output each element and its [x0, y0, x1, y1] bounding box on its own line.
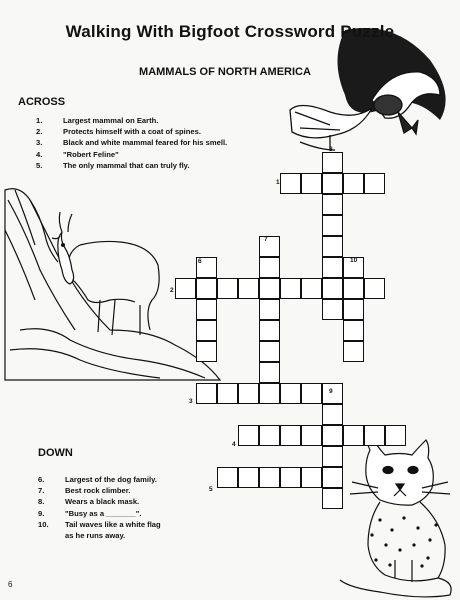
grid-cell[interactable]: [343, 173, 364, 194]
grid-cell[interactable]: [322, 194, 343, 215]
grid-cell[interactable]: [343, 341, 364, 362]
grid-number-1: 1: [276, 179, 280, 186]
grid-cell[interactable]: [322, 425, 343, 446]
down-clue: 7. Best rock climber.: [38, 486, 131, 496]
grid-number-6: 6: [198, 258, 202, 265]
grid-cell[interactable]: [217, 383, 238, 404]
grid-cell[interactable]: [196, 278, 217, 299]
grid-cell[interactable]: [280, 383, 301, 404]
grid-number-8: 8: [329, 146, 333, 153]
grid-cell[interactable]: [343, 320, 364, 341]
bobcat-icon: [340, 438, 451, 597]
grid-cell[interactable]: [259, 236, 280, 257]
down-clue: 8. Wears a black mask.: [38, 497, 140, 507]
grid-number-2: 2: [170, 287, 174, 294]
grid-cell[interactable]: [196, 341, 217, 362]
down-clue: 6. Largest of the dog family.: [38, 475, 157, 484]
grid-cell[interactable]: [259, 467, 280, 488]
grid-cell[interactable]: [301, 173, 322, 194]
page-subtitle: MAMMALS OF NORTH AMERICA: [139, 66, 311, 78]
grid-cell[interactable]: [301, 425, 322, 446]
grid-cell[interactable]: [259, 425, 280, 446]
grid-cell[interactable]: [259, 383, 280, 404]
grid-number-4: 4: [232, 441, 236, 448]
grid-cell[interactable]: [301, 278, 322, 299]
grid-cell[interactable]: [217, 467, 238, 488]
down-clue: as he runs away.: [65, 531, 126, 541]
grid-cell[interactable]: [343, 278, 364, 299]
grid-cell[interactable]: [217, 278, 238, 299]
grid-cell[interactable]: [322, 446, 343, 467]
grid-cell[interactable]: [196, 383, 217, 404]
grid-cell[interactable]: [322, 488, 343, 509]
grid-cell[interactable]: [280, 173, 301, 194]
grid-number-3: 3: [189, 398, 193, 405]
grid-cell[interactable]: [259, 278, 280, 299]
across-heading: ACROSS: [18, 96, 66, 108]
grid-cell[interactable]: [280, 278, 301, 299]
across-clue: 5. The only mammal that can truly fly.: [36, 160, 190, 170]
grid-cell[interactable]: [343, 299, 364, 320]
grid-cell[interactable]: [322, 152, 343, 173]
grid-cell[interactable]: [196, 299, 217, 320]
grid-cell[interactable]: [280, 425, 301, 446]
grid-cell[interactable]: [322, 467, 343, 488]
across-clue: 3. Black and white mammal feared for his smell.: [36, 138, 228, 148]
grid-cell[interactable]: [259, 341, 280, 362]
grid-number-5: 5: [209, 486, 213, 493]
grid-cell[interactable]: [385, 425, 406, 446]
across-clue-list: [36, 115, 227, 171]
grid-cell[interactable]: [322, 236, 343, 257]
grid-number-7: 7: [264, 236, 268, 243]
grid-cell[interactable]: [322, 404, 343, 425]
across-clue: 1. Largest mammal on Earth.: [36, 116, 159, 125]
grid-cell[interactable]: [175, 278, 196, 299]
page-title: Walking With Bigfoot Crossword Puzzle: [65, 22, 395, 41]
grid-cell[interactable]: [238, 467, 259, 488]
grid-cell[interactable]: [280, 467, 301, 488]
down-clue: 9. "Busy as a _______".: [38, 508, 142, 518]
grid-cell[interactable]: [322, 215, 343, 236]
grid-cell[interactable]: [301, 383, 322, 404]
grid-cell[interactable]: [364, 173, 385, 194]
grid-cell[interactable]: [322, 278, 343, 299]
grid-number-10: 10: [350, 257, 358, 264]
grid-cell[interactable]: [259, 257, 280, 278]
grid-cell[interactable]: [364, 425, 385, 446]
down-clue-list: [38, 474, 161, 541]
grid-cell[interactable]: [301, 467, 322, 488]
grid-cell[interactable]: [322, 173, 343, 194]
grid-cell[interactable]: [259, 320, 280, 341]
grid-number-9: 9: [329, 388, 333, 395]
down-clue: 10. Tail waves like a white flag: [38, 519, 161, 529]
grid-cell[interactable]: [238, 383, 259, 404]
grid-cell[interactable]: [322, 299, 343, 320]
grid-cell[interactable]: [364, 278, 385, 299]
across-clue: 2. Protects himself with a coat of spines.: [36, 127, 201, 137]
across-clue: 4. "Robert Feline": [36, 149, 119, 159]
grid-cell[interactable]: [238, 425, 259, 446]
grid-cell[interactable]: [196, 320, 217, 341]
down-heading: DOWN: [38, 447, 73, 459]
grid-cell[interactable]: [343, 425, 364, 446]
grid-cell[interactable]: [259, 362, 280, 383]
page-number: 6: [8, 580, 13, 589]
grid-cell[interactable]: [322, 257, 343, 278]
grid-cell[interactable]: [238, 278, 259, 299]
grid-cell[interactable]: [259, 299, 280, 320]
